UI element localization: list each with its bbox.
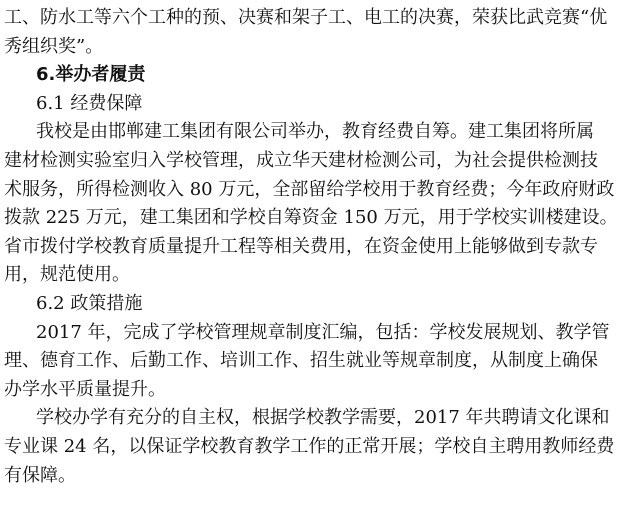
text-line: 理、德育工作、后勤工作、培训工作、招生就业等规章制度，从制度上确保 xyxy=(4,350,598,372)
text-line: 工、防水工等六个工种的预、决赛和架子工、电工的决赛，荣获比武竞赛“优 xyxy=(4,7,608,28)
subsection-heading: 6.1 经费保障 xyxy=(36,92,143,114)
text-line: 专业课 24 名，以保证学校教育教学工作的正常开展；学校自主聘用教师经费 xyxy=(4,435,615,457)
text-line: 省市拨付学校教育质量提升工程等相关费用，在资金使用上能够做到专款专 xyxy=(4,235,598,257)
text-line: 拨款 225 万元，建工集团和学校自筹资金 150 万元，用于学校实训楼建设。 xyxy=(4,207,618,229)
paragraph-first-line: 学校办学有充分的自主权，根据学校教学需要，2017 年共聘请文化课和 xyxy=(36,407,610,429)
paragraph-first-line: 我校是由邯郸建工集团有限公司举办，教育经费自筹。建工集团将所属 xyxy=(36,121,594,143)
text-line: 秀组织奖”。 xyxy=(4,35,104,57)
section-heading: 6.举办者履责 xyxy=(36,64,146,86)
text-line: 有保障。 xyxy=(4,464,76,486)
text-line: 办学水平质量提升。 xyxy=(4,378,166,400)
text-line: 用，规范使用。 xyxy=(4,264,130,286)
paragraph-first-line: 2017 年，完成了学校管理规章制度汇编，包括：学校发展规划、教学管 xyxy=(36,321,610,343)
text-line: 建材检测实验室归入学校管理，成立华天建材检测公司，为社会提供检测技 xyxy=(4,149,598,171)
subsection-heading: 6.2 政策措施 xyxy=(36,292,143,314)
text-line: 术服务，所得检测收入 80 万元，全部留给学校用于教育经费；今年政府财政 xyxy=(4,178,615,200)
